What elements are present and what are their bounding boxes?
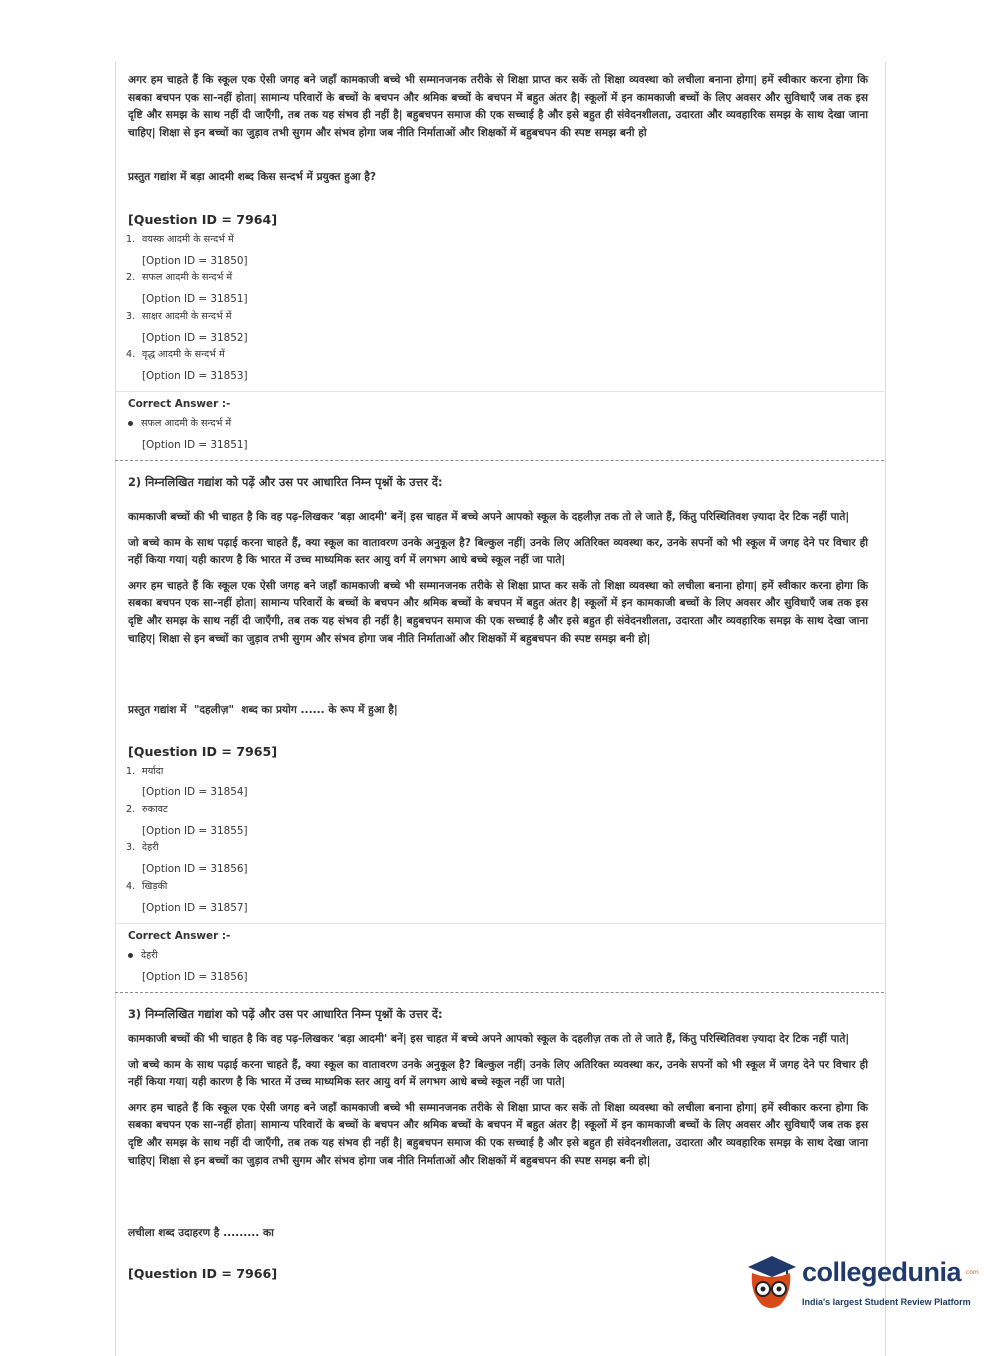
option-text: वयस्क आदमी के सन्दर्भ में — [142, 234, 234, 245]
q2-option-3[interactable] — [126, 840, 159, 853]
option-text: देहरी — [142, 842, 159, 853]
q2-header — [128, 475, 868, 490]
q2-correct-answer-label: Correct Answer :- — [128, 930, 231, 942]
q1-id-block — [128, 212, 868, 227]
q2-prompt: प्रस्तुत गद्यांश में "दहलीज़" शब्द का प्रयोग ...... के रूप में हुआ है| — [128, 704, 398, 716]
q3-intro — [128, 1007, 868, 1022]
passage-paragraph: अगर हम चाहते हैं कि स्कूल एक ऐसी जगह बने जहाँ कामकाजी बच्चे भी सम्मानजनक तरीके से शिक्षा प्राप्त कर सकें तो शिक्षा व्यवस्था को लचीला बनाना होगा| हमें स्वीकार करना होगा कि सबका बचपन एक सा-नहीं होता| सामान्य परिवारों के बच्चों के बचपन और श्रमिक बच्चों के बचपन में बहुत अंतर है| स्कूलों में इन कामकाजी बच्चों के लिए अवसर और सुविधाएँ जब तक इस दृष्टि और समझ के साथ नहीं दी जाएँगी, तब तक यह संभव ही नहीं है| बहुबचपन समाज की एक सच्चाई है और इसे बहुत ही संवेदनशीलता, उदारता और व्यवहारिक समझ के साथ देखा जाना चाहिए| शिक्षा से इन बच्चों का जुड़ाव तभी सुगम और संभव होगा जब नीति निर्माताओं और शिक्षकों में बहुबचपन की स्पष्ट समझ बनी हो — [128, 74, 868, 139]
bullet-icon — [128, 421, 133, 426]
q1-option-1-id: [Option ID = 31850] — [142, 255, 248, 267]
q2-intro-text: निम्नलिखित गद्यांश को पढ़ें और उस पर आधारित निम्न पृश्नों के उत्तर दें: — [145, 475, 443, 489]
logo-tagline: India's largest Student Review Platform — [802, 1297, 971, 1307]
q2-option-2[interactable] — [126, 802, 168, 815]
q2-answer-text: देहरी — [141, 950, 158, 961]
option-text: खिड़की — [142, 881, 168, 892]
q3-passage — [128, 1031, 868, 1170]
logo-dotcom: .com — [964, 1269, 979, 1276]
q2-option-4[interactable] — [126, 879, 167, 892]
option-number: 2. — [126, 272, 136, 283]
question-separator — [115, 992, 884, 993]
option-number: 3. — [126, 311, 136, 322]
q3-prompt: लचीला शब्द उदाहरण है ......... का — [128, 1227, 274, 1239]
option-number: 1. — [126, 234, 136, 245]
option-number: 1. — [126, 766, 136, 777]
passage-paragraph: जो बच्चे काम के साथ पढ़ाई करना चाहते हैं, क्या स्कूल का वातावरण उनके अनुकूल है? बिल्कुल नहीं| उनके लिए अतिरिक्त व्यवस्था कर, उनके सपनों को भी स्कूल में जगह देने पर विचार ही नहीं किया गया| यही कारण है कि भारत में उच्च माध्यमिक स्तर आयु वर्ग में लगभग आधे बच्चे स्कूल नहीं जा पाते| — [128, 1058, 868, 1089]
q2-option-1[interactable] — [126, 764, 163, 777]
q1-correct-answer — [128, 416, 231, 429]
q1-answer-text: सफल आदमी के सन्दर्भ में — [141, 418, 232, 429]
divider — [115, 391, 884, 392]
q1-prompt-block — [128, 170, 868, 184]
q1-correct-answer-label: Correct Answer :- — [128, 398, 231, 410]
q2-correct-answer — [128, 948, 158, 961]
option-text: मर्यादा — [142, 766, 164, 777]
q3-intro-text: निम्नलिखित गद्यांश को पढ़ें और उस पर आधारित निम्न पृश्नों के उत्तर दें: — [145, 1007, 443, 1021]
option-number: 4. — [126, 349, 136, 360]
q3-prompt-block — [128, 1226, 868, 1240]
q2-intro — [128, 475, 868, 490]
passage-paragraph: अगर हम चाहते हैं कि स्कूल एक ऐसी जगह बने जहाँ कामकाजी बच्चे भी सम्मानजनक तरीके से शिक्षा प्राप्त कर सकें तो शिक्षा व्यवस्था को लचीला बनाना होगा| हमें स्वीकार करना होगा कि सबका बचपन एक सा-नहीं होता| सामान्य परिवारों के बच्चों के बचपन और श्रमिक बच्चों के बचपन में बहुत अंतर है| स्कूलों में इन कामकाजी बच्चों के लिए अवसर और सुविधाएँ जब तक इस दृष्टि और समझ के साथ नहीं दी जाएँगी, तब तक यह संभव ही नहीं है| बहुबचपन समाज की एक सच्चाई है और इसे बहुत ही संवेदनशीलता, उदारता और व्यवहारिक समझ के साथ देखा जाना चाहिए| शिक्षा से इन बच्चों का जुड़ाव तभी सुगम और संभव होगा जब नीति निर्माताओं और शिक्षकों में बहुबचपन की स्पष्ट समझ बनी हो| — [128, 1101, 868, 1167]
option-number: 3. — [126, 842, 136, 853]
q2-prompt-block — [128, 703, 868, 717]
q1-option-4[interactable] — [126, 347, 225, 360]
q2-answer-option-id: [Option ID = 31856] — [142, 971, 248, 983]
q1-option-2-id: [Option ID = 31851] — [142, 293, 248, 305]
mascot-icon — [742, 1253, 800, 1311]
q2-option-3-id: [Option ID = 31856] — [142, 863, 248, 875]
q2-option-1-id: [Option ID = 31854] — [142, 786, 248, 798]
passage-paragraph: जो बच्चे काम के साथ पढ़ाई करना चाहते हैं, क्या स्कूल का वातावरण उनके अनुकूल है? बिल्कुल नहीं| उनके लिए अतिरिक्त व्यवस्था कर, उनके सपनों को भी स्कूल में जगह देने पर विचार ही नहीं किया गया| यही कारण है कि भारत में उच्च माध्यमिक स्तर आयु वर्ग में लगभग आधे बच्चे स्कूल नहीं जा पाते| — [128, 536, 868, 567]
collegedunia-logo — [742, 1253, 979, 1313]
divider — [115, 923, 884, 924]
q2-number: 2) — [128, 475, 142, 489]
q2-question-id: [Question ID = 7965] — [128, 744, 278, 759]
option-text: सफल आदमी के सन्दर्भ में — [142, 272, 233, 283]
q2-passage — [128, 509, 868, 648]
passage-paragraph: कामकाजी बच्चों की भी चाहत है कि वह पढ़-लिखकर 'बड़ा आदमी' बनें| इस चाहत में बच्चे अपने आपको स्कूल के दहलीज़ तक तो ले जाते हैं, किंतु परिस्थितिवश ज़्यादा देर टिक नहीं पाते| — [128, 1033, 850, 1045]
q1-option-4-id: [Option ID = 31853] — [142, 370, 248, 382]
option-text: साक्षर आदमी के सन्दर्भ में — [142, 311, 232, 322]
q2-option-2-id: [Option ID = 31855] — [142, 825, 248, 837]
q1-prompt: प्रस्तुत गद्यांश में बड़ा आदमी शब्द किस सन्दर्भ में प्रयुक्त हुआ है? — [128, 171, 377, 183]
q1-question-id: [Question ID = 7964] — [128, 212, 278, 227]
logo-brand: collegedunia — [802, 1257, 962, 1287]
q1-answer-option-id: [Option ID = 31851] — [142, 439, 248, 451]
bullet-icon — [128, 953, 133, 958]
q1-option-1[interactable] — [126, 232, 234, 245]
q1-option-2[interactable] — [126, 270, 232, 283]
option-number: 2. — [126, 804, 136, 815]
q2-id-block — [128, 744, 868, 759]
option-text: रुकावट — [142, 804, 168, 815]
passage-continuation — [128, 72, 868, 142]
option-text: वृद्ध आदमी के सन्दर्भ में — [142, 349, 225, 360]
q3-header — [128, 1007, 868, 1022]
q3-question-id: [Question ID = 7966] — [128, 1266, 278, 1281]
q3-number: 3) — [128, 1007, 142, 1021]
passage-paragraph: अगर हम चाहते हैं कि स्कूल एक ऐसी जगह बने जहाँ कामकाजी बच्चे भी सम्मानजनक तरीके से शिक्षा प्राप्त कर सकें तो शिक्षा व्यवस्था को लचीला बनाना होगा| हमें स्वीकार करना होगा कि सबका बचपन एक सा-नहीं होता| सामान्य परिवारों के बच्चों के बचपन और श्रमिक बच्चों के बचपन में बहुत अंतर है| स्कूलों में इन कामकाजी बच्चों के लिए अवसर और सुविधाएँ जब तक इस दृष्टि और समझ के साथ नहीं दी जाएँगी, तब तक यह संभव ही नहीं है| बहुबचपन समाज की एक सच्चाई है और इसे बहुत ही संवेदनशीलता, उदारता और व्यवहारिक समझ के साथ देखा जाना चाहिए| शिक्षा से इन बच्चों का जुड़ाव तभी सुगम और संभव होगा जब नीति निर्माताओं और शिक्षकों में बहुबचपन की स्पष्ट समझ बनी हो| — [128, 579, 868, 645]
option-number: 4. — [126, 881, 136, 892]
passage-paragraph: कामकाजी बच्चों की भी चाहत है कि वह पढ़-लिखकर 'बड़ा आदमी' बनें| इस चाहत में बच्चे अपने आपको स्कूल के दहलीज़ तक तो ले जाते हैं, किंतु परिस्थितिवश ज़्यादा देर टिक नहीं पाते| — [128, 511, 850, 523]
q2-option-4-id: [Option ID = 31857] — [142, 902, 248, 914]
question-separator — [115, 460, 884, 461]
q1-option-3-id: [Option ID = 31852] — [142, 332, 248, 344]
q1-option-3[interactable] — [126, 309, 232, 322]
